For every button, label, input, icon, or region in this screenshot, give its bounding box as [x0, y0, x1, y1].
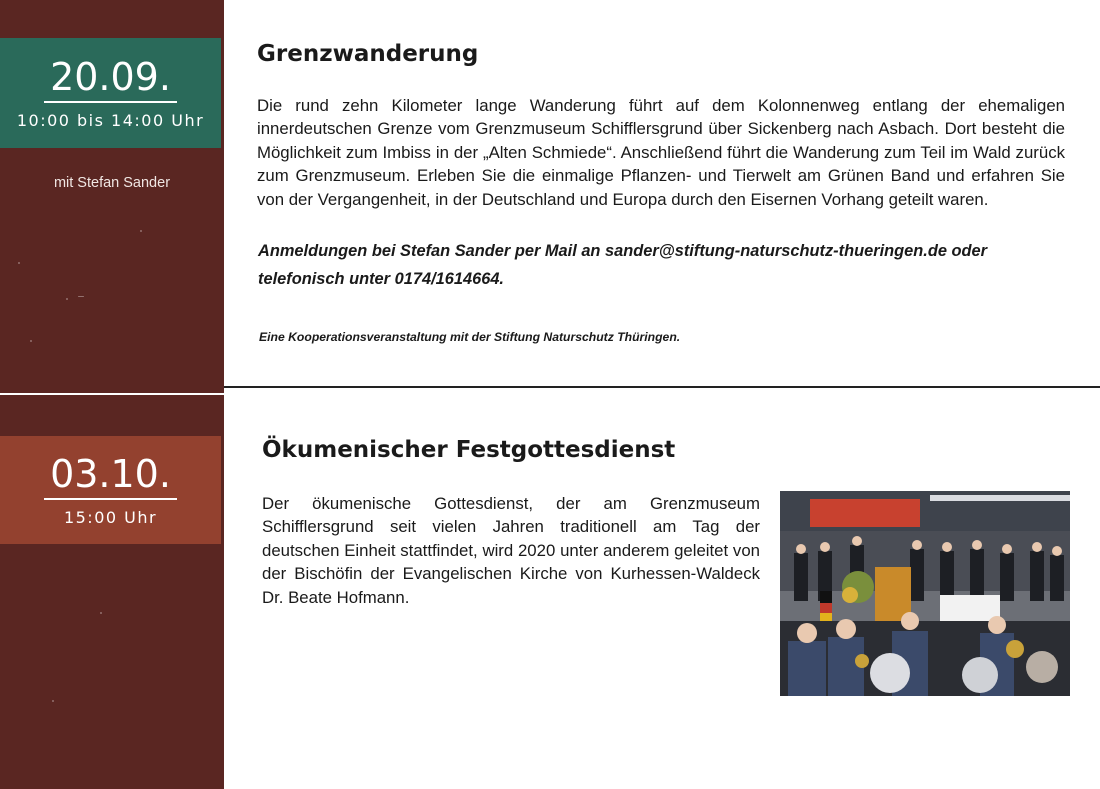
church-service-photo — [780, 491, 1070, 696]
sidebar-separator — [0, 393, 224, 395]
event-2-time: 15:00 Uhr — [63, 508, 158, 527]
event-1-title: Grenzwanderung — [257, 41, 479, 67]
event-1-registration-note: Anmeldungen bei Stefan Sander per Mail an sander@stiftung-naturschutz-thueringen.de oder telefonisch unter 0174/1614664. — [258, 242, 988, 288]
event-divider — [224, 386, 1100, 388]
event-1-leader: mit Stefan Sander — [53, 175, 171, 191]
event-1-cooperation-note: Eine Kooperationsveranstaltung mit der Stiftung Naturschutz Thüringen. — [259, 330, 681, 344]
event-1-date-box — [0, 38, 221, 148]
event-1-description: Die rund zehn Kilometer lange Wanderung führt auf dem Kolonnenweg entlang der ehemaligen innerdeutschen Grenze vom Grenzmuseum Schifflersgrund über Sickenberg nach Asbach. Dort besteht die Möglichkeit zum Imbiss in der „Alten Schmiede“. Anschließend führt die Wanderung zum Teil im Wald zurück zum Grenzmuseum. Erleben Sie die einmalige Pflanzen- und Tierwelt am Grünen Band und erfahren Sie von der Vergangenheit, in der Deutschland und Europa durch den Eisernen Vorhang geteilt waren. — [257, 96, 1065, 209]
event-2-title: Ökumenischer Festgottesdienst — [262, 437, 676, 463]
event-1-time: 10:00 bis 14:00 Uhr — [16, 111, 205, 130]
event-2-date: 03.10. — [44, 452, 177, 500]
event-1-date: 20.09. — [44, 55, 177, 103]
event-2-description: Der ökumenische Gottesdienst, der am Grenzmuseum Schifflersgrund seit vielen Jahren traditionell am Tag der deutschen Einheit stattfindet, wird 2020 unter anderem geleitet von der Bischöfin der Evangelischen Kirche von Kurhessen-Waldeck Dr. Beate Hofmann. — [262, 494, 760, 607]
event-2-date-box — [0, 436, 221, 544]
